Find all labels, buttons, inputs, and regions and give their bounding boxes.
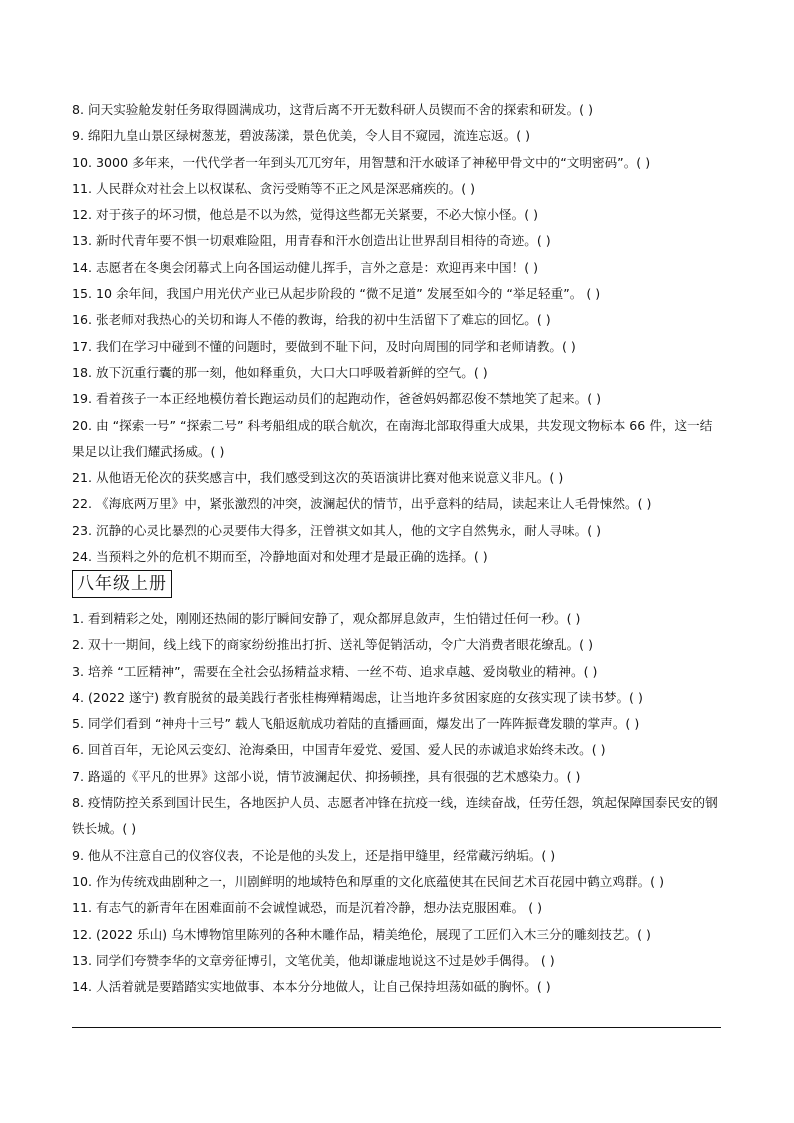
question-item: 2. 双十一期间，线上线下的商家纷纷推出打折、送礼等促销活动，令广大消费者眼花缭乱。( ) [72,637,594,653]
question-item: 4. (2022 遂宁) 教育脱贫的最美践行者张桂梅殚精竭虑，让当地许多贫困家庭的女孩实现了读书梦。( ) [72,689,643,705]
question-item: 15. 10 余年间，我国户用光伏产业已从起步阶段的 “微不足道” 发展至如今的 “举足轻重”。 ( ) [72,286,601,302]
question-item: 24. 当预料之外的危机不期而至，冷静地面对和处理才是最正确的选择。( ) [72,549,488,565]
question-item: 16. 张老师对我热心的关切和诲人不倦的教诲，给我的初中生活留下了难忘的回忆。( ) [72,312,551,328]
question-item: 12. 对于孩子的坏习惯，他总是不以为然，觉得这些都无关紧要，不必大惊小怪。( ) [72,207,539,223]
question-item: 11. 有志气的新青年在困难面前不会诚惶诚恐，而是沉着冷静，想办法克服困难。 ( ) [72,900,543,916]
question-item: 23. 沉静的心灵比暴烈的心灵要伟大得多，汪曾祺文如其人，他的文字自然隽永，耐人寻味。( ) [72,522,602,538]
question-list-part1 [72,97,724,570]
question-item: 8. 疫情防控关系到国计民生，各地医护人员、志愿者冲锋在抗疫一线，连续奋战，任劳任怨，筑起保障国泰民安的钢铁长城。( ) [72,795,718,837]
question-item: 22. 《海底两万里》中，紧张激烈的冲突，波澜起伏的情节，出乎意料的结局，读起来让人毛骨悚然。( ) [72,496,652,512]
question-item: 17. 我们在学习中碰到不懂的问题时，要做到不耻下问，及时向周围的同学和老师请教。( ) [72,338,576,354]
question-item: 7. 路遥的《平凡的世界》这部小说，情节波澜起伏、抑扬顿挫，具有很强的艺术感染力。( ) [72,768,581,784]
question-item: 1. 看到精彩之处，刚刚还热闹的影厅瞬间安静了，观众都屏息敛声，生怕错过任何一秒。( ) [72,611,581,626]
question-item: 19. 看着孩子一本正经地模仿着长跑运动员们的起跑动作，爸爸妈妈都忍俊不禁地笑了起来。( ) [72,391,602,407]
question-item: 13. 新时代青年要不惧一切艰难险阻，用青春和汗水创造出让世界刮目相待的奇迹。( ) [72,233,551,249]
question-item: 21. 从他语无伦次的获奖感言中，我们感受到这次的英语演讲比赛对他来说意义非凡。( ) [72,470,564,486]
bottom-divider [72,1027,721,1028]
question-list-part2 [72,606,724,1000]
question-item: 3. 培养 “工匠精神”，需要在全社会弘扬精益求精、一丝不苟、追求卓越、爱岗敬业的精神。( ) [72,663,598,679]
question-item: 20. 由 “探索一号” “探索二号” 科考船组成的联合航次，在南海北部取得重大成果，共发现文物标本 66 件，这一结果足以让我们耀武扬威。( ) [72,417,713,459]
question-item: 11. 人民群众对社会上以权谋私、贪污受贿等不正之风是深恶痛疾的。( ) [72,180,476,196]
section-heading: 八年级上册 [72,570,172,598]
question-item: 6. 回首百年，无论风云变幻、沧海桑田，中国青年爱党、爱国、爱人民的赤诚追求始终未改。( ) [72,742,606,758]
question-item: 14. 志愿者在冬奥会闭幕式上向各国运动健儿挥手，言外之意是：欢迎再来中国！( ) [72,259,539,275]
question-item: 8. 问天实验舱发射任务取得圆满成功，这背后离不开无数科研人员锲而不舍的探索和研发。( ) [72,102,594,117]
question-item: 10. 作为传统戏曲剧种之一，川剧鲜明的地域特色和厚重的文化底蕴使其在民间艺术百花园中鹤立鸡群。( ) [72,873,664,889]
question-item: 12. (2022 乐山) 乌木博物馆里陈列的各种木雕作品，精美绝伦，展现了工匠们入木三分的雕刻技艺。( ) [72,926,651,942]
question-item: 9. 他从不注意自己的仪容仪表，不论是他的头发上，还是指甲缝里，经常藏污纳垢。( ) [72,847,556,863]
question-item: 9. 绵阳九皇山景区绿树葱茏，碧波荡漾，景色优美，令人目不窥园，流连忘返。( ) [72,128,531,144]
question-item: 18. 放下沉重行囊的那一刻，他如释重负，大口大口呼吸着新鲜的空气。( ) [72,364,488,380]
question-item: 13. 同学们夸赞李华的文章旁征博引，文笔优美，他却谦虚地说这不过是妙手偶得。 ( ) [72,952,555,968]
question-item: 5. 同学们看到 “神舟十三号” 载人飞船返航成功着陆的直播画面，爆发出了一阵阵振聋发聩的掌声。( ) [72,716,640,732]
question-item: 10. 3000 多年来，一代代学者一年到头兀兀穷年，用智慧和汗水破译了神秘甲骨文中的“文明密码”。( ) [72,154,651,170]
question-item: 14. 人活着就是要踏踏实实地做事、本本分分地做人，让自己保持坦荡如砥的胸怀。( ) [72,979,551,995]
